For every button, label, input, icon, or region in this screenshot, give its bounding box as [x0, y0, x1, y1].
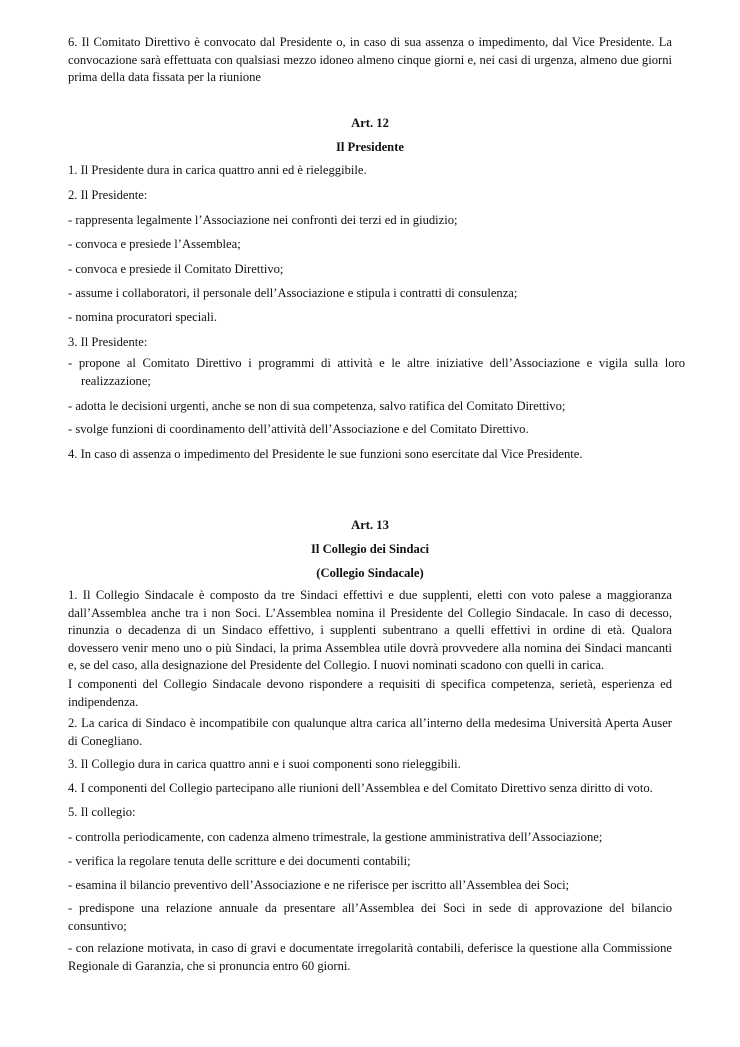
art12-paragraph-4: 4. In caso di assenza o impedimento del Presidente le sue funzioni sono esercitate dal Vice Presidente. — [68, 447, 583, 461]
art13-list-item: - verifica la regolare tenuta delle scritture e dei documenti contabili; — [68, 854, 411, 868]
art12-paragraph-3: 3. Il Presidente: — [68, 335, 148, 349]
art13-paragraph-4: 4. I componenti del Collegio partecipano alle riunioni dell’Assemblea e del Comitato Direttivo senza diritto di voto. — [68, 781, 653, 795]
art12-paragraph-1: 1. Il Presidente dura in carica quattro anni ed è rieleggibile. — [68, 163, 367, 177]
art12-list1-item: - assume i collaboratori, il personale dell’Associazione e stipula i contratti di consulenza; — [68, 286, 518, 300]
art13-paragraph-1b: I componenti del Collegio Sindacale devono rispondere a requisiti di specifica competenza, serietà, esperienza ed indipendenza. — [68, 677, 672, 709]
art12-paragraph-2: 2. Il Presidente: — [68, 188, 148, 202]
art12-list2-item: - propone al Comitato Direttivo i programmi di attività e le altre iniziative dell’Associazione e vigila sulla loro realizzazione; — [68, 356, 685, 388]
art12-subheading: Il Presidente — [336, 140, 404, 154]
art12-heading: Art. 12 — [351, 116, 389, 130]
art12-list1-item: - nomina procuratori speciali. — [68, 310, 217, 324]
art13-paragraph-2: 2. La carica di Sindaco è incompatibile con qualunque altra carica all’interno della medesima Università Aperta Auser di Conegliano. — [68, 716, 672, 748]
art13-paragraph-3: 3. Il Collegio dura in carica quattro anni e i suoi componenti sono rieleggibili. — [68, 757, 461, 771]
art12-list1-item: - rappresenta legalmente l’Associazione nei confronti dei terzi ed in giudizio; — [68, 213, 458, 227]
art13-heading: Art. 13 — [351, 518, 389, 532]
art12-list1-item: - convoca e presiede l’Assemblea; — [68, 237, 241, 251]
art13-paragraph-5: 5. Il collegio: — [68, 805, 136, 819]
art13-subheading-2: (Collegio Sindacale) — [316, 566, 424, 580]
art13-subheading: Il Collegio dei Sindaci — [311, 542, 429, 556]
art13-paragraph-1: 1. Il Collegio Sindacale è composto da tre Sindaci effettivi e due supplenti, eletti con voto palese a maggioranza dall’Assemblea anche tra i non Soci. L’Assemblea nomina il Presidente del Collegio Sindacale. In caso di decesso, rinunzia o decadenza di un Sindaco effettivo, i supplenti subentrano a quelli effettivi in ordine di età. Qualora dovessero venir meno uno o più Sindaci, la prima Assemblea utile dovrà provvedere alla nomina dei Sindaci mancanti e, se del caso, alla designazione del Presidente del Collegio. I nuovi nominati scadono con quelli in carica. — [68, 588, 672, 672]
art11-paragraph-6: 6. Il Comitato Direttivo è convocato dal Presidente o, in caso di sua assenza o impedimento, dal Vice Presidente. La convocazione sarà effettuata con qualsiasi mezzo idoneo almeno cinque giorni e, nei casi di urgenza, almeno due giorni prima della data fissata per la riunione — [68, 35, 672, 84]
art13-list-item: - esamina il bilancio preventivo dell’Associazione e ne riferisce per iscritto all’Assemblea dei Soci; — [68, 878, 570, 892]
art13-list-item: - predispone una relazione annuale da presentare all’Assemblea dei Soci in sede di approvazione del bilancio consuntivo; — [68, 901, 672, 933]
art12-list2-item: - svolge funzioni di coordinamento dell’attività dell’Associazione e del Comitato Direttivo. — [68, 422, 529, 436]
art13-list-item: - con relazione motivata, in caso di gravi e documentate irregolarità contabili, deferisce la questione alla Commissione Regionale di Garanzia, che si pronuncia entro 60 giorni. — [68, 941, 672, 973]
art12-list2-item: - adotta le decisioni urgenti, anche se non di sua competenza, salvo ratifica del Comitato Direttivo; — [68, 399, 566, 413]
art12-list1-item: - convoca e presiede il Comitato Direttivo; — [68, 262, 284, 276]
art13-list-item: - controlla periodicamente, con cadenza almeno trimestrale, la gestione amministrativa dell’Associazione; — [68, 830, 603, 844]
